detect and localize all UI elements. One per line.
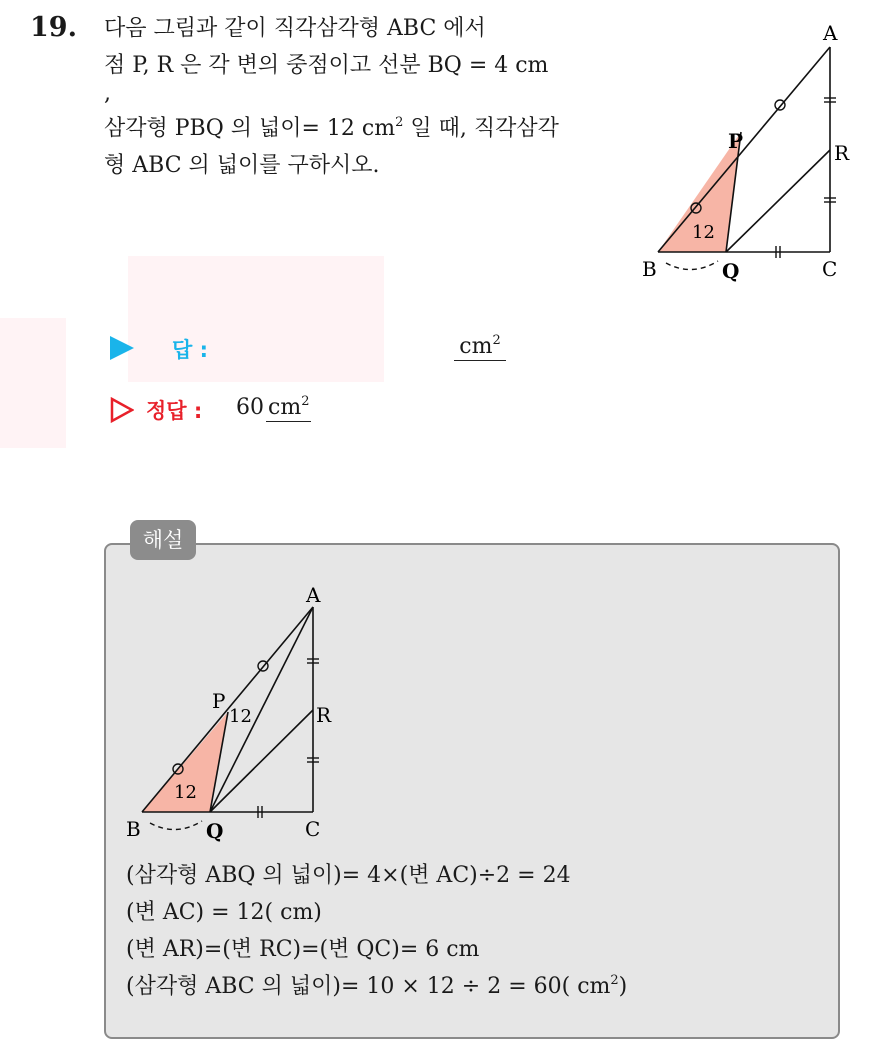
question-line: 형 ABC 의 넓이를 구하시오.	[104, 153, 380, 178]
question-line: 삼각형 PBQ 의 넓이= 12 $cm^2$ 일 때, 직각삼각	[104, 115, 559, 141]
explanation-line: (변 AC) = 12( cm)	[126, 900, 322, 925]
explanation-line: (삼각형 ABC 의 넓이)= 10 × 12 ÷ 2 = 60( $cm^2$)	[126, 973, 628, 999]
svg-text:C: C	[305, 817, 321, 841]
question-line: 다음 그림과 같이 직각삼각형 ABC 에서	[104, 16, 486, 41]
svg-text:P: P	[212, 689, 226, 713]
explanation-tag: 해설	[130, 520, 196, 560]
svg-text:12: 12	[229, 706, 252, 727]
explanation-text	[126, 857, 627, 1005]
explanation-line: (변 AR)=(변 RC)=(변 QC)= 6 cm	[126, 937, 480, 962]
svg-text:R: R	[834, 141, 850, 165]
svg-text:Q: Q	[206, 819, 224, 843]
svg-text:B: B	[126, 817, 141, 841]
svg-text:R: R	[316, 703, 332, 727]
triangle-figure	[636, 18, 872, 290]
watermark-block	[0, 318, 66, 448]
svg-text:12: 12	[692, 222, 715, 243]
answer-row	[110, 332, 530, 368]
answer-label: 답 :	[172, 338, 208, 362]
explanation-figure	[120, 580, 350, 850]
svg-text:Q: Q	[722, 259, 740, 283]
question-number: 19.	[30, 12, 77, 43]
question-line: ,	[104, 81, 111, 106]
svg-text:P: P	[728, 129, 744, 153]
answer-unit: $cm^2$	[454, 334, 506, 361]
correct-answer-row	[110, 393, 410, 429]
play-arrow-icon	[110, 336, 134, 360]
explanation-line: (삼각형 ABQ 의 넓이)= 4×(변 AC)÷2 = 24	[126, 863, 571, 888]
correct-answer-value: 60 $cm^2$	[236, 394, 310, 420]
svg-text:C: C	[822, 257, 838, 281]
svg-text:A: A	[306, 583, 321, 607]
question-line: 점 P, R 은 각 변의 중점이고 선분 BQ = 4 cm	[104, 53, 549, 78]
svg-text:A: A	[823, 21, 838, 45]
correct-answer-label: 정답 :	[146, 399, 203, 423]
svg-text:B: B	[642, 257, 657, 281]
svg-text:12: 12	[174, 782, 197, 803]
outline-arrow-icon	[110, 397, 134, 423]
question-text	[104, 10, 624, 184]
